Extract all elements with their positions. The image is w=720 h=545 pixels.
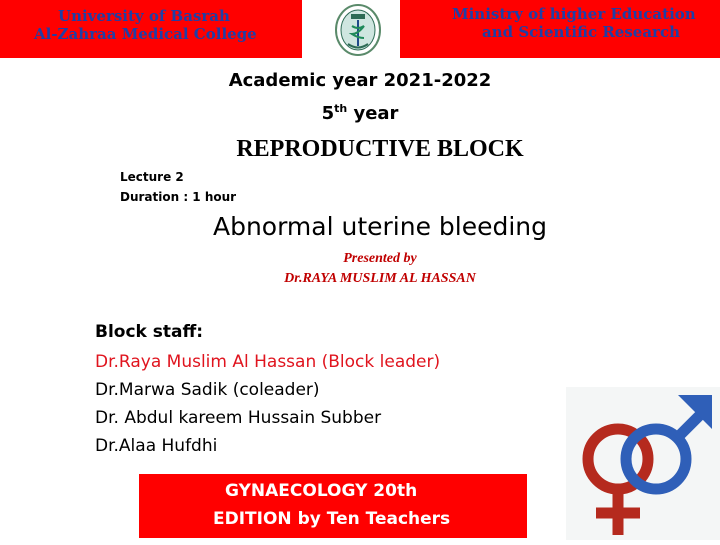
academic-year: Academic year 2021-2022 (228, 70, 492, 91)
book-title-line2: EDITION by Ten Teachers (213, 509, 451, 529)
presented-by-label: Presented by (343, 251, 417, 266)
year-number: 5 (321, 103, 335, 124)
lecture-title: Abnormal uterine bleeding (212, 212, 548, 241)
male-female-symbol-icon (566, 387, 720, 540)
ministry-name-line2: and Scientific Research (482, 23, 680, 41)
header-banner-left (0, 0, 302, 58)
block-title: REPRODUCTIVE BLOCK (236, 136, 524, 162)
header-banner-right (400, 0, 720, 58)
staff-member: Dr.Marwa Sadik (coleader) (95, 380, 320, 400)
staff-heading: Block staff: (95, 322, 204, 342)
presenter-name: Dr.RAYA MUSLIM AL HASSAN (284, 271, 476, 286)
university-seal-icon (332, 4, 384, 56)
year-word: year (347, 103, 399, 124)
lecture-duration: Duration : 1 hour (120, 190, 237, 204)
reference-book-banner (139, 474, 527, 538)
staff-member: Dr. Abdul kareem Hussain Subber (95, 408, 382, 428)
gender-symbol-panel (566, 387, 720, 540)
book-title-line1: GYNAECOLOGY 20th (225, 481, 418, 501)
year-suffix: th (334, 102, 348, 115)
university-name: University of Basrah (58, 7, 230, 25)
college-name: Al-Zahraa Medical College (34, 25, 257, 43)
staff-member: Dr.Raya Muslim Al Hassan (Block leader) (95, 352, 441, 372)
ministry-name-line1: Ministry of higher Education (452, 5, 696, 23)
staff-member: Dr.Alaa Hufdhi (95, 436, 218, 456)
lecture-number: Lecture 2 (120, 170, 184, 184)
year-label (0, 102, 720, 124)
